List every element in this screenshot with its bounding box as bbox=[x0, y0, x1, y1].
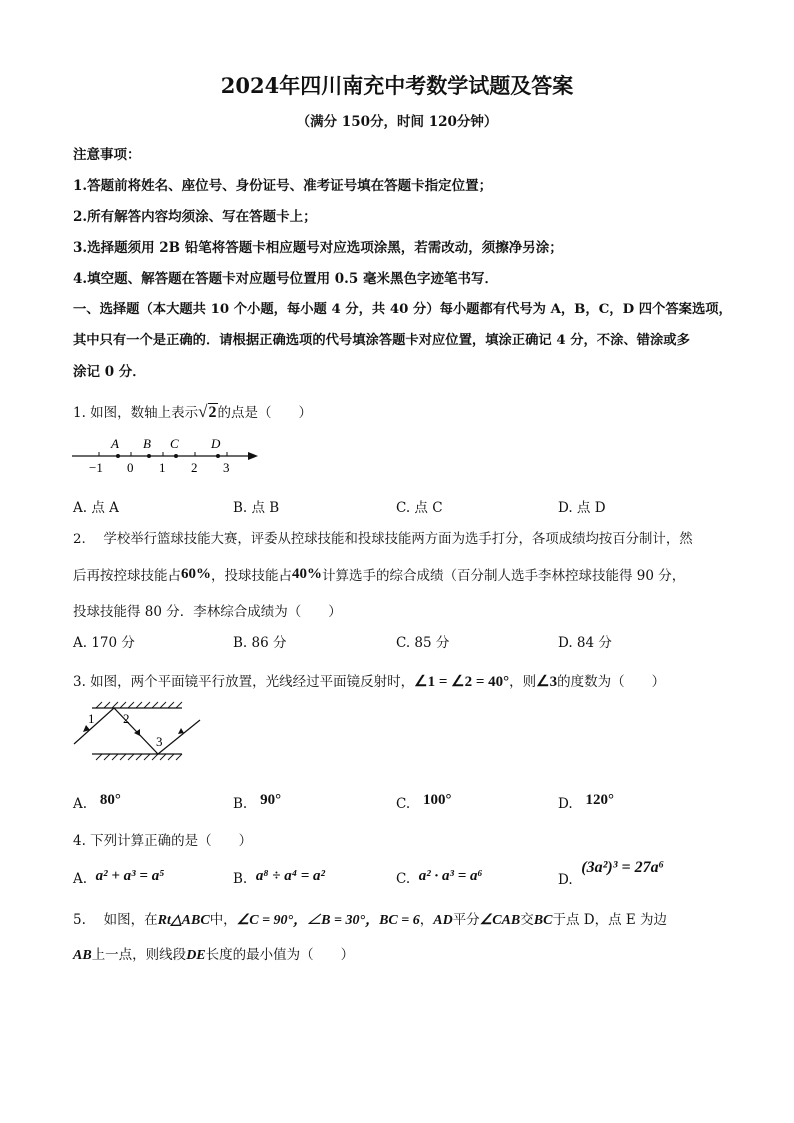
q2-line-2-b: ，投球技能占 bbox=[211, 568, 292, 584]
point-d bbox=[216, 454, 220, 458]
q1-radical: 2 bbox=[208, 404, 217, 421]
q3-option-c-value: 100° bbox=[423, 792, 452, 808]
q2-pct-shoot: 40% bbox=[292, 566, 322, 582]
point-b bbox=[147, 454, 151, 458]
q4-option-d[interactable] bbox=[558, 859, 665, 889]
notes-item-1: 1.答题前将姓名、座位号、身份证号、准考证号填在答题卡指定位置； bbox=[73, 178, 493, 194]
q4-option-a[interactable] bbox=[73, 868, 165, 888]
q3-condition: ∠1 = ∠2 = 40° bbox=[414, 674, 510, 690]
notes-item-4: 4.填空题、解答题在答题卡对应题号位置用 0.5 毫米黑色字迹笔书写． bbox=[73, 271, 498, 287]
q3-stem-c: 的度数为（ ） bbox=[557, 674, 666, 690]
q5-triangle: Rt△ABC bbox=[157, 913, 210, 928]
tick-label-1: 1 bbox=[159, 460, 166, 475]
q4-option-d-expr: (3a²)³ = 27a⁶ bbox=[581, 859, 665, 876]
q5-t2: ， bbox=[419, 912, 434, 928]
q4-option-a-letter: A. bbox=[73, 871, 88, 887]
tick-label-neg1: −1 bbox=[89, 460, 103, 475]
q3-stem-b: ，则 bbox=[509, 674, 537, 690]
q5-bc: BC bbox=[533, 913, 553, 928]
q5-t3: 平分 bbox=[452, 912, 480, 928]
angle-label-3: 3 bbox=[156, 734, 163, 749]
q4-option-d-letter: D. bbox=[558, 872, 573, 888]
tick-label-3: 3 bbox=[223, 460, 230, 475]
q2-line-1: 2. 学校举行篮球技能大赛，评委从控球技能和投球技能两方面为选手打分，各项成绩均按百分制计，然 bbox=[73, 532, 693, 547]
q5-num: 5. 如图，在 bbox=[73, 912, 158, 928]
q2-option-a[interactable]: A. 170 分 bbox=[73, 635, 135, 651]
q3-option-b-value: 90° bbox=[260, 792, 282, 808]
mirror-figure bbox=[70, 700, 210, 764]
q3-angle: ∠3 bbox=[536, 674, 558, 690]
q4-option-b[interactable] bbox=[233, 868, 326, 888]
q5-t4: 交 bbox=[520, 912, 534, 928]
q5-ad: AD bbox=[433, 913, 453, 928]
label-b: B bbox=[143, 436, 151, 451]
q2-line-2-a: 后再按控球技能占 bbox=[73, 568, 181, 584]
q4-option-c-expr: a² · a³ = a⁶ bbox=[418, 868, 483, 884]
q1-stem-before: 1. 如图，数轴上表示 bbox=[73, 405, 199, 421]
bottom-mirror bbox=[92, 754, 182, 760]
top-mirror bbox=[92, 702, 182, 708]
tick-label-2: 2 bbox=[191, 460, 198, 475]
q3-option-a-value: 80° bbox=[99, 792, 121, 808]
q1-option-a[interactable]: A. 点 A bbox=[73, 500, 119, 516]
label-d: D bbox=[211, 436, 221, 451]
q5-t7: 长度的最小值为（ ） bbox=[205, 947, 355, 963]
sqrt-symbol: √ bbox=[198, 402, 208, 421]
point-a bbox=[116, 454, 120, 458]
q3-option-c[interactable] bbox=[396, 792, 452, 813]
q2-option-c[interactable]: C. 85 分 bbox=[396, 635, 450, 651]
q3-option-c-letter: C. bbox=[396, 796, 411, 812]
q4-option-b-letter: B. bbox=[233, 871, 248, 887]
q3-option-d-value: 120° bbox=[585, 792, 615, 808]
q1-option-c[interactable]: C. 点 C bbox=[396, 500, 443, 516]
q1-option-d[interactable]: D. 点 D bbox=[558, 500, 606, 516]
q2-line-3: 投球技能得 80 分．李林综合成绩为（ ） bbox=[73, 604, 342, 620]
q3-option-d-letter: D. bbox=[558, 796, 573, 812]
q1-stem bbox=[73, 401, 312, 422]
q5-t6: 上一点，则线段 bbox=[91, 947, 187, 963]
q5-line-1 bbox=[73, 908, 667, 929]
number-line-figure bbox=[66, 430, 266, 478]
point-c bbox=[174, 454, 178, 458]
notes-item-3: 3.选择题须用 2B 铅笔将答题卡相应题号对应选项涂黑，若需改动，须擦净另涂； bbox=[73, 240, 563, 256]
q5-t1: 中， bbox=[209, 912, 237, 928]
q4-option-c[interactable] bbox=[396, 868, 483, 888]
q4-option-c-letter: C. bbox=[396, 871, 411, 887]
q2-line-2-c: 计算选手的综合成绩（百分制人选手李林控球技能得 90 分， bbox=[322, 568, 686, 584]
q3-option-b-letter: B. bbox=[233, 796, 248, 812]
q5-condition: ∠C = 90°，∠B = 30°，BC = 6 bbox=[236, 913, 420, 928]
q1-option-b[interactable]: B. 点 B bbox=[233, 500, 280, 516]
q4-option-b-expr: a⁸ ÷ a⁴ = a² bbox=[255, 868, 326, 884]
q2-line-2 bbox=[73, 564, 685, 584]
q2-option-b[interactable]: B. 86 分 bbox=[233, 635, 287, 651]
q5-t5: 于点 D，点 E 为边 bbox=[552, 912, 668, 928]
q3-option-b[interactable] bbox=[233, 792, 282, 813]
section1-line-2: 其中只有一个是正确的．请根据正确选项的代号填涂答题卡对应位置，填涂正确记 4 分，不涂、错涂或多 bbox=[73, 333, 690, 348]
label-c: C bbox=[170, 436, 179, 451]
notes-heading: 注意事项： bbox=[73, 147, 141, 163]
label-a: A bbox=[111, 436, 119, 451]
notes-item-2: 2.所有解答内容均须涂、写在答题卡上； bbox=[73, 209, 317, 225]
axis-arrow bbox=[248, 452, 258, 460]
q5-cab: ∠CAB bbox=[479, 913, 521, 928]
angle-label-2: 2 bbox=[123, 711, 130, 726]
q3-option-a[interactable] bbox=[73, 792, 121, 813]
section1-line-1: 一、选择题（本大题共 10 个小题，每小题 4 分，共 40 分）每小题都有代号为 A，B，C，D 四个答案选项， bbox=[73, 302, 732, 317]
q5-de: DE bbox=[186, 948, 206, 963]
tick-label-0: 0 bbox=[127, 460, 134, 475]
q2-pct-control: 60% bbox=[181, 566, 211, 582]
q3-option-a-letter: A. bbox=[73, 796, 88, 812]
q4-option-a-expr: a² + a³ = a⁵ bbox=[95, 868, 165, 884]
q2-option-d[interactable]: D. 84 分 bbox=[558, 635, 612, 651]
q5-ab: AB bbox=[73, 948, 92, 963]
q4-stem: 4. 下列计算正确的是（ ） bbox=[73, 833, 253, 849]
ray-arrow-3 bbox=[178, 728, 184, 734]
page-subtitle: （满分 150分，时间 120分钟） bbox=[296, 114, 498, 130]
q1-stem-after: 的点是（ ） bbox=[217, 405, 313, 421]
page-title: 2024年四川南充中考数学试题及答案 bbox=[220, 73, 574, 98]
section1-line-3: 涂记 0 分． bbox=[73, 364, 146, 380]
q5-line-2 bbox=[73, 943, 354, 964]
angle-label-1: 1 bbox=[88, 711, 95, 726]
q3-stem-a: 3. 如图，两个平面镜平行放置，光线经过平面镜反射时， bbox=[73, 674, 415, 690]
q3-stem bbox=[73, 670, 665, 691]
q3-option-d[interactable] bbox=[558, 792, 615, 813]
